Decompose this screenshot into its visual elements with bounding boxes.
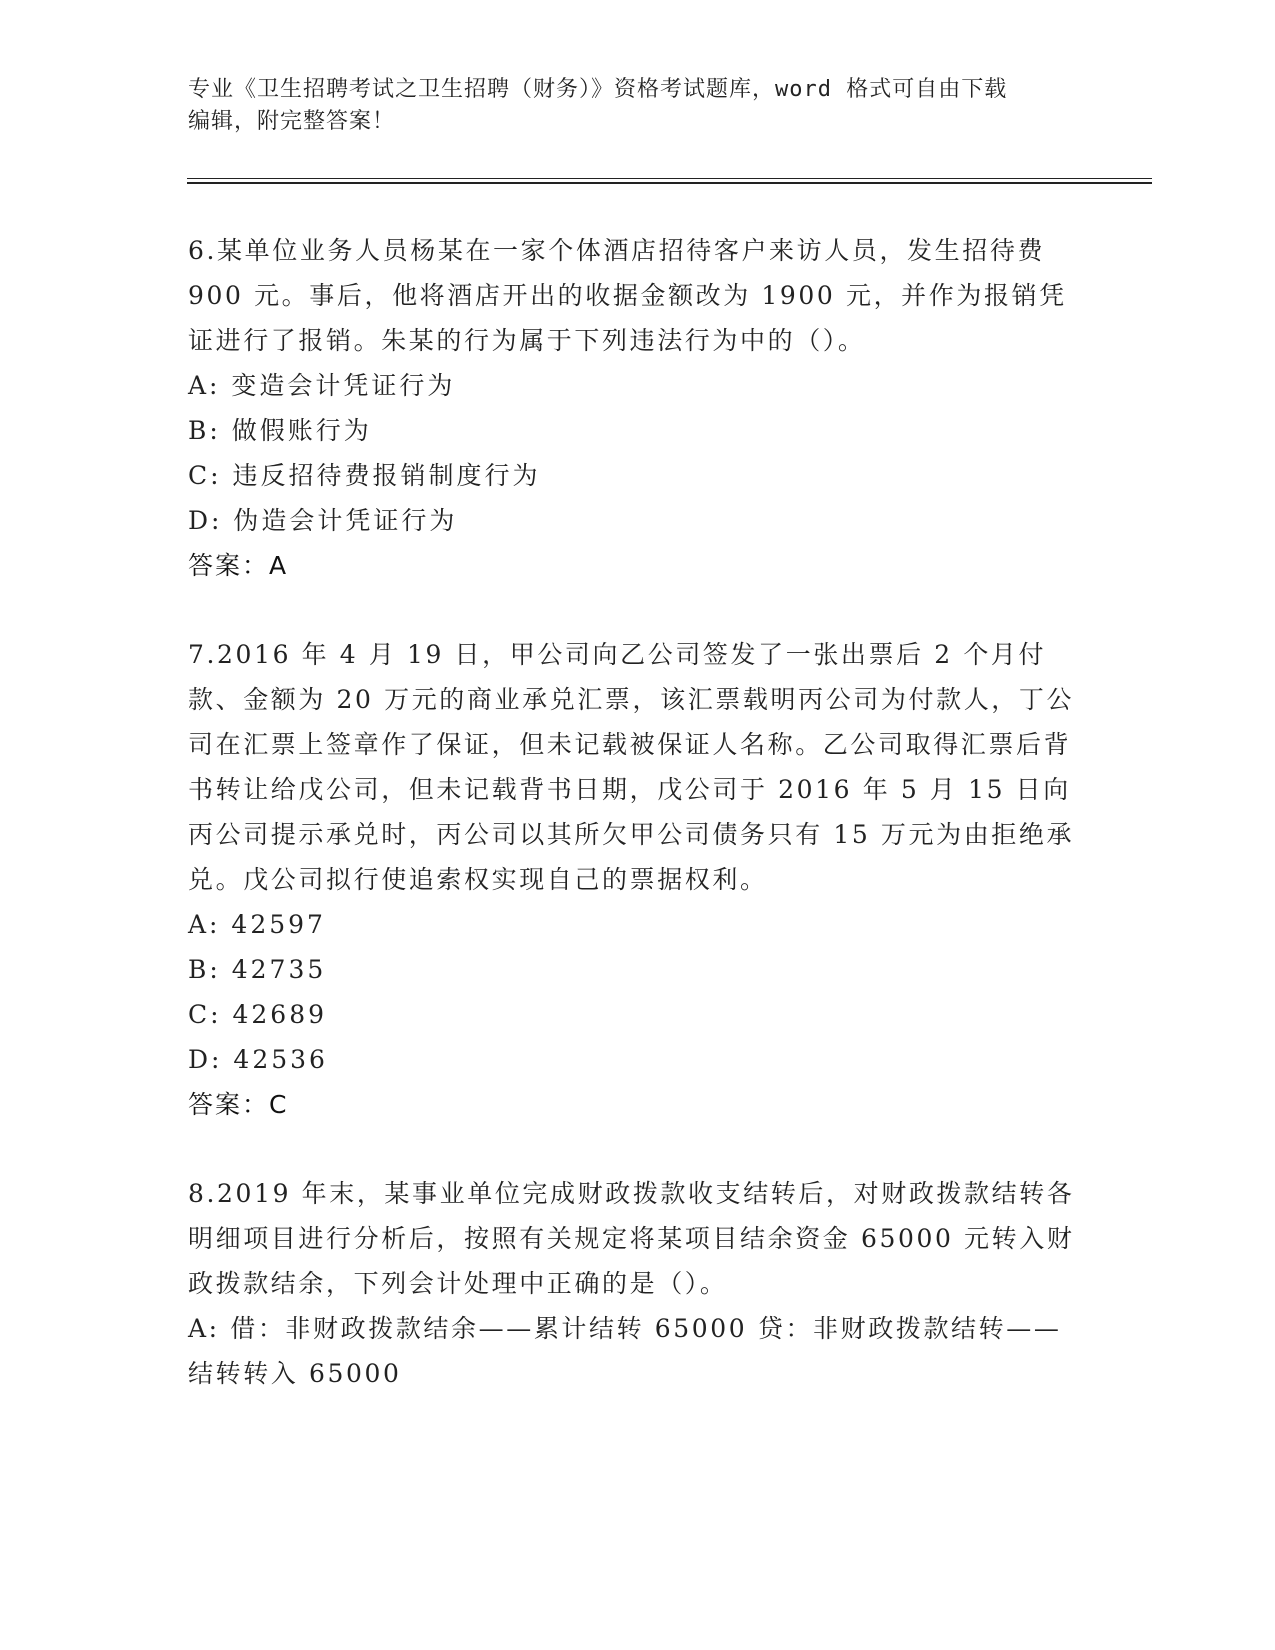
answer-label: 答案：A bbox=[188, 551, 289, 580]
header-line-2: 编辑，附完整答案！ bbox=[188, 109, 396, 134]
option-b: B: 做假账行为 bbox=[188, 416, 372, 445]
question-6 bbox=[188, 228, 1088, 588]
option-c: C: 42689 bbox=[188, 1000, 328, 1029]
question-list bbox=[188, 228, 1088, 1440]
header-line-1: 专业《卫生招聘考试之卫生招聘（财务）》资格考试题库，word 格式可自由下载 bbox=[188, 77, 1008, 102]
question-stem: 7.2016 年 4 月 19 日，甲公司向乙公司签发了一张出票后 2 个月付款、金额为 20 万元的商业承兑汇票，该汇票载明丙公司为付款人，丁公司在汇票上签章作了保证，但未记载被保证人名称。乙公司取得汇票后背书转让给戊公司，但未记载背书日期，戊公司于 2016 年 5 月 15 日向丙公司提示承兑时，丙公司以其所欠甲公司债务只有 15 万元为由拒绝承兑。戊公司拟行使追索权实现自己的票据权利。 bbox=[188, 640, 1075, 894]
header-divider-thick bbox=[187, 182, 1152, 184]
option-d: D: 伪造会计凭证行为 bbox=[188, 506, 458, 535]
question-stem: 8.2019 年末，某事业单位完成财政拨款收支结转后，对财政拨款结转各明细项目进行分析后，按照有关规定将某项目结余资金 65000 元转入财政拨款结余，下列会计处理中正确的是（）。 bbox=[188, 1179, 1075, 1298]
option-d: D: 42536 bbox=[188, 1045, 328, 1074]
option-c: C: 违反招待费报销制度行为 bbox=[188, 461, 541, 490]
question-stem: 6.某单位业务人员杨某在一家个体酒店招待客户来访人员，发生招待费 900 元。事后，他将酒店开出的收据金额改为 1900 元，并作为报销凭证进行了报销。朱某的行为属于下列违法行为中的（）。 bbox=[188, 236, 1067, 355]
question-8 bbox=[188, 1171, 1088, 1396]
option-a: A: 借：非财政拨款结余——累计结转 65000 贷：非财政拨款结转——结转转入 65000 bbox=[188, 1314, 1062, 1388]
question-7 bbox=[188, 632, 1088, 1127]
document-header bbox=[188, 74, 1068, 138]
header-divider-thin bbox=[187, 178, 1152, 179]
answer-label: 答案：C bbox=[188, 1090, 289, 1119]
option-a: A: 42597 bbox=[188, 910, 326, 939]
option-a: A: 变造会计凭证行为 bbox=[188, 371, 456, 400]
option-b: B: 42735 bbox=[188, 955, 327, 984]
